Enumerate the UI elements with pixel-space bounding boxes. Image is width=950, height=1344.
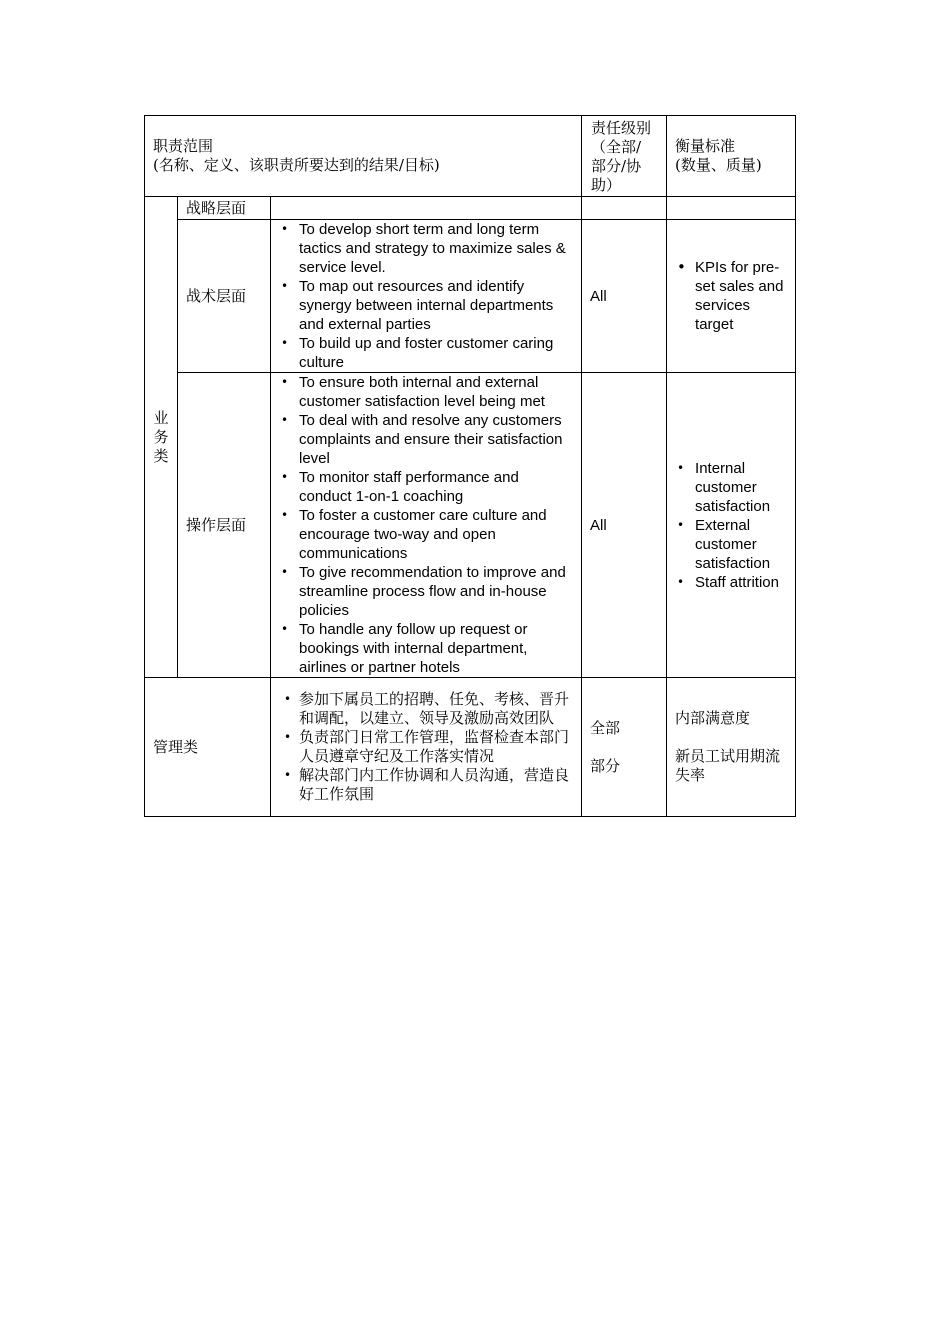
management-list (271, 690, 581, 804)
tactical-kpi-cell (667, 220, 796, 373)
list-item: • Internal customer satisfaction (667, 459, 795, 516)
operational-row (145, 373, 796, 678)
operational-items-cell (271, 373, 582, 678)
header-level-line: 责任级别 (591, 119, 652, 137)
list-item: • To foster a customer care culture and encourage two-way and open communications (271, 506, 581, 563)
business-category-char: 类 (153, 446, 169, 465)
strategic-items-cell (271, 197, 582, 220)
operational-kpi-list (667, 459, 795, 592)
spacer (675, 728, 787, 747)
operational-kpi-cell (667, 373, 796, 678)
header-scope-subtitle: (名称、定义、该职责所要达到的结果/目标) (153, 156, 440, 174)
list-item: • 参加下属员工的招聘、任免、考核、晋升和调配，以建立、领导及激励高效团队 (271, 690, 581, 728)
list-item: • To deal with and resolve any customers complaints and ensure their satisfaction level (271, 411, 581, 468)
list-item: • To build up and foster customer caring culture (271, 334, 581, 372)
header-measure-subtitle: (数量、质量) (675, 156, 762, 174)
tactical-kpi-list (667, 258, 795, 334)
header-measure-title: 衡量标准 (675, 137, 736, 155)
management-kpi-line: 内部满意度 (675, 709, 751, 727)
strategic-row (145, 197, 796, 220)
management-level-line: 部分 (590, 756, 621, 775)
header-level-line: 助） (591, 176, 622, 194)
header-measure-cell (667, 116, 796, 197)
header-level-cell (582, 116, 667, 197)
list-item: • 负责部门日常工作管理，监督检查本部门人员遵章守纪及工作落实情况 (271, 728, 581, 766)
responsibility-table (144, 115, 796, 817)
operational-level: All (582, 373, 667, 678)
header-level-line: （全部/ (591, 138, 642, 156)
management-label: 管理类 (145, 678, 271, 817)
spacer (590, 738, 658, 757)
management-level-line: 全部 (590, 718, 621, 737)
list-item: • 解决部门内工作协调和人员沟通，营造良好工作氛围 (271, 766, 581, 804)
list-item: • To handle any follow up request or bookings with internal department, airlines or partner hotels (271, 620, 581, 677)
header-scope-cell (145, 116, 582, 197)
management-row (145, 678, 796, 817)
list-item: • To ensure both internal and external customer satisfaction level being met (271, 373, 581, 411)
tactical-label: 战术层面 (178, 220, 271, 373)
operational-list (271, 373, 581, 677)
business-category-cell (145, 197, 178, 678)
tactical-level: All (582, 220, 667, 373)
management-kpi-cell (667, 678, 796, 817)
list-item: • To monitor staff performance and conduct 1-on-1 coaching (271, 468, 581, 506)
header-level-line: 部分/协 (591, 157, 642, 175)
list-item: • KPIs for pre-set sales and services target (667, 258, 795, 334)
management-kpi-line: 新员工试用期流失率 (675, 747, 781, 784)
strategic-kpi-cell (667, 197, 796, 220)
header-row (145, 116, 796, 197)
operational-label: 操作层面 (178, 373, 271, 678)
management-level-cell (582, 678, 667, 817)
tactical-row (145, 220, 796, 373)
management-items-cell (271, 678, 582, 817)
tactical-items-cell (271, 220, 582, 373)
list-item: • To give recommendation to improve and streamline process flow and in-house policies (271, 563, 581, 620)
strategic-label: 战略层面 (178, 197, 271, 220)
header-scope-title: 职责范围 (153, 137, 214, 155)
business-category-char: 务 (153, 427, 169, 446)
list-item: • To develop short term and long term tactics and strategy to maximize sales & service level. (271, 220, 581, 277)
list-item: • External customer satisfaction (667, 516, 795, 573)
strategic-level-cell (582, 197, 667, 220)
list-item: • Staff attrition (667, 573, 795, 592)
tactical-list (271, 220, 581, 372)
business-category-char: 业 (153, 408, 169, 427)
list-item: • To map out resources and identify synergy between internal departments and external parties (271, 277, 581, 334)
